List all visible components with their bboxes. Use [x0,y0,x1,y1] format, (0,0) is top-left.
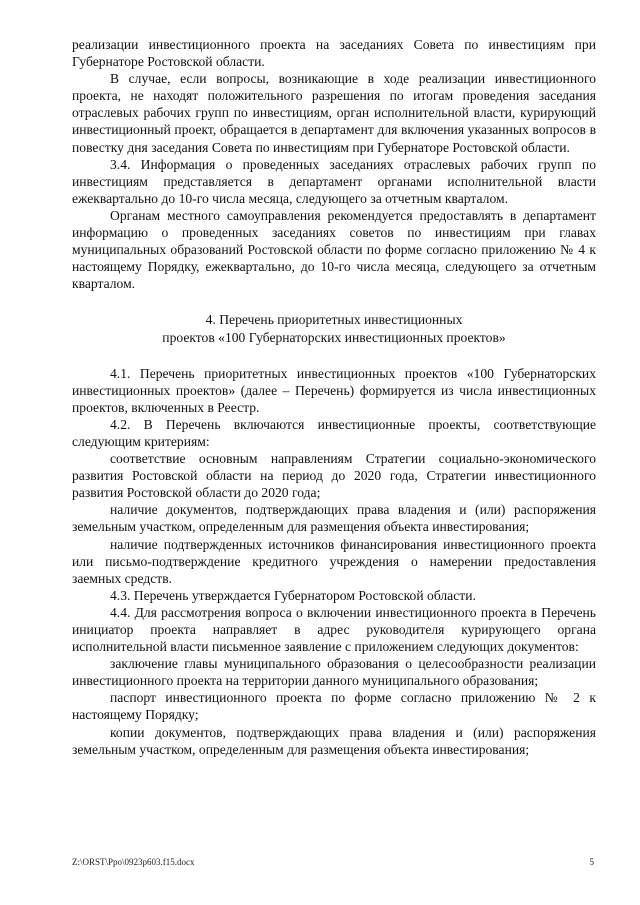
document-list-item: копии документов, подтверждающих права владения и (или) распоряжения земельным участком, определенным для размещения объекта инвестирования; [72,724,596,757]
paragraph-4-1: 4.1. Перечень приоритетных инвестиционных проектов «100 Губернаторских инвестиционных проектов» (далее – Перечень) формируется из числа инвестиционных проектов, включенных в Реестр. [72,365,596,415]
paragraph-4-4: 4.4. Для рассмотрения вопроса о включении инвестиционного проекта в Перечень инициатор проекта направляет в адрес руководителя курирующего органа исполнительной власти письменное заявление с приложением следующих документов: [72,604,596,655]
paragraph-4-3: 4.3. Перечень утверждается Губернатором Ростовской области. [110,587,476,603]
criteria-item: наличие подтвержденных источников финансирования инвестиционного проекта или письмо-подтверждение кредитного учреждения о намерении предоставления заемных средств. [72,536,596,586]
page-number: 5 [589,857,594,867]
paragraph-4-2: 4.2. В Перечень включаются инвестиционные проекты, соответствующие следующим критериям: [72,416,596,449]
section-heading-line-1: 4. Перечень приоритетных инвестиционных [205,312,463,328]
paragraph-continuation: реализации инвестиционного проекта на заседаниях Совета по инвестициям при Губернаторе Ростовской области. [72,37,596,70]
paragraph: Органам местного самоуправления рекомендуется предоставлять в департамент информацию о проведенных заседаниях советов по инвестициям при главах муниципальных образований Ростовской области по форме согласно приложению № 4 к настоящему Порядку, ежеквартально, до 10-го числа месяца, следующего за отчетным кварталом. [72,207,596,292]
section-heading-line-2: проектов «100 Губернаторских инвестиционных проектов» [162,329,506,345]
document-list-item: паспорт инвестиционного проекта по форме согласно приложению № 2 к настоящему Порядку; [72,690,596,723]
section-heading [72,311,596,345]
document-page [72,36,596,758]
document-list-item: заключение главы муниципального образования о целесообразности реализации инвестиционного проекта на территории данного муниципального образования; [72,656,596,689]
criteria-item: наличие документов, подтверждающих права владения и (или) распоряжения земельным участком, определенным для размещения объекта инвестирования; [72,502,596,535]
paragraph-3-4: 3.4. Информация о проведенных заседаниях отраслевых рабочих групп по инвестициям представляется в департамент органами исполнительной власти ежеквартально до 10-го числа месяца, следующего за отчетным кварталом. [72,156,596,206]
footer-file-path: Z:\ORST\Ppo\0923p603.f15.docx [72,857,195,867]
paragraph: В случае, если вопросы, возникающие в ходе реализации инвестиционного проекта, не находят положительного разрешения по итогам проведения заседания отраслевых рабочих групп по инвестициям, орган исполнительной власти, курирующий инвестиционный проект, обращается в департамент для включения указанных вопросов в повестку дня заседания Совета по инвестициям при Губернаторе Ростовской области. [72,71,596,155]
criteria-item: соответствие основным направлениям Стратегии социально-экономического развития Ростовской области на период до 2020 года, Стратегии инвестиционного развития Ростовской области до 2020 года; [72,451,596,501]
